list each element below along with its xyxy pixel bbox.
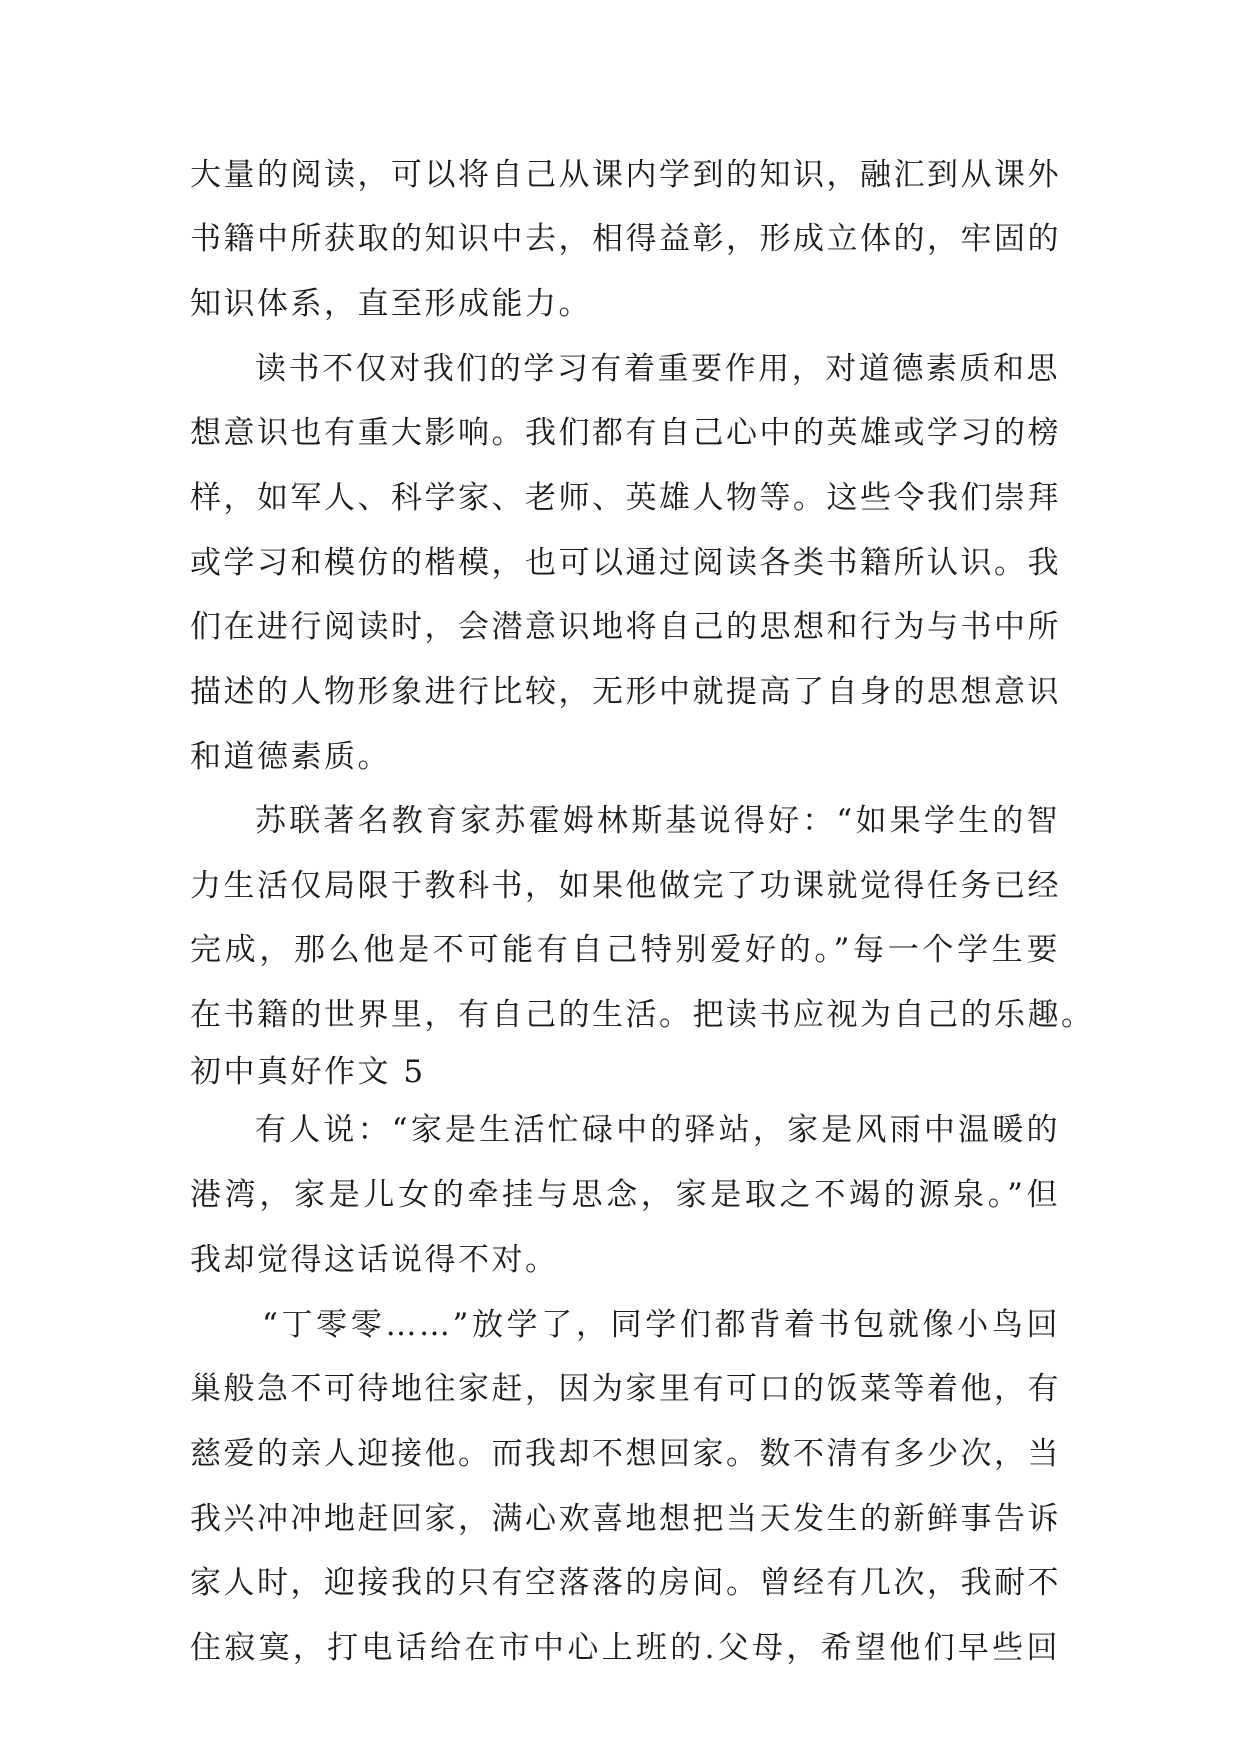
text-line: 有人说：“家是生活忙碌中的驿站，家是风雨中温暖的 xyxy=(255,1112,1060,1148)
text-line: 描述的人物形象进行比较，无形中就提高了自身的思想意识 xyxy=(190,674,1061,710)
section-heading: 初中真好作文 5 xyxy=(190,1054,426,1090)
text-line: 巢般急不可待地往家赶，因为家里有可口的饭菜等着他，有 xyxy=(190,1371,1061,1407)
text-line: 慈爱的亲人迎接他。而我却不想回家。数不清有多少次，当 xyxy=(190,1436,1061,1472)
text-line: 住寂寞，打电话给在市中心上班的.父母，希望他们早些回 xyxy=(190,1630,1060,1666)
text-line: 读书不仅对我们的学习有着重要作用，对道德素质和思 xyxy=(255,351,1060,387)
text-line: “丁零零……”放学了，同学们都背着书包就像小鸟回 xyxy=(262,1307,1060,1343)
text-line: 们在进行阅读时，会潜意识地将自己的思想和行为与书中所 xyxy=(190,609,1061,645)
text-line: 家人时，迎接我的只有空落落的房间。曾经有几次，我耐不 xyxy=(190,1565,1061,1601)
text-line: 知识体系，直至形成能力。 xyxy=(190,286,592,322)
text-line: 书籍中所获取的知识中去，相得益彰，形成立体的，牢固的 xyxy=(190,221,1061,257)
text-line: 样，如军人、科学家、老师、英雄人物等。这些令我们崇拜 xyxy=(190,480,1061,516)
text-line: 苏联著名教育家苏霍姆林斯基说得好：“如果学生的智 xyxy=(255,803,1060,839)
text-line: 想意识也有重大影响。我们都有自己心中的英雄或学习的榜 xyxy=(190,415,1061,451)
text-line: 完成，那么他是不可能有自己特别爱好的。”每一个学生要 xyxy=(190,932,1060,968)
text-line: 我却觉得这话说得不对。 xyxy=(190,1242,559,1278)
text-line: 力生活仅局限于教科书，如果他做完了功课就觉得任务已经 xyxy=(190,868,1061,904)
text-line: 我兴冲冲地赶回家，满心欢喜地想把当天发生的新鲜事告诉 xyxy=(190,1501,1061,1537)
text-line: 大量的阅读，可以将自己从课内学到的知识，融汇到从课外 xyxy=(190,157,1061,193)
text-line: 港湾，家是儿女的牵挂与思念，家是取之不竭的源泉。”但 xyxy=(190,1177,1060,1213)
text-line: 在书籍的世界里，有自己的生活。把读书应视为自己的乐趣。 xyxy=(190,997,1095,1033)
text-line: 或学习和模仿的楷模，也可以通过阅读各类书籍所认识。我 xyxy=(190,545,1061,581)
text-line: 和道德素质。 xyxy=(190,739,391,775)
